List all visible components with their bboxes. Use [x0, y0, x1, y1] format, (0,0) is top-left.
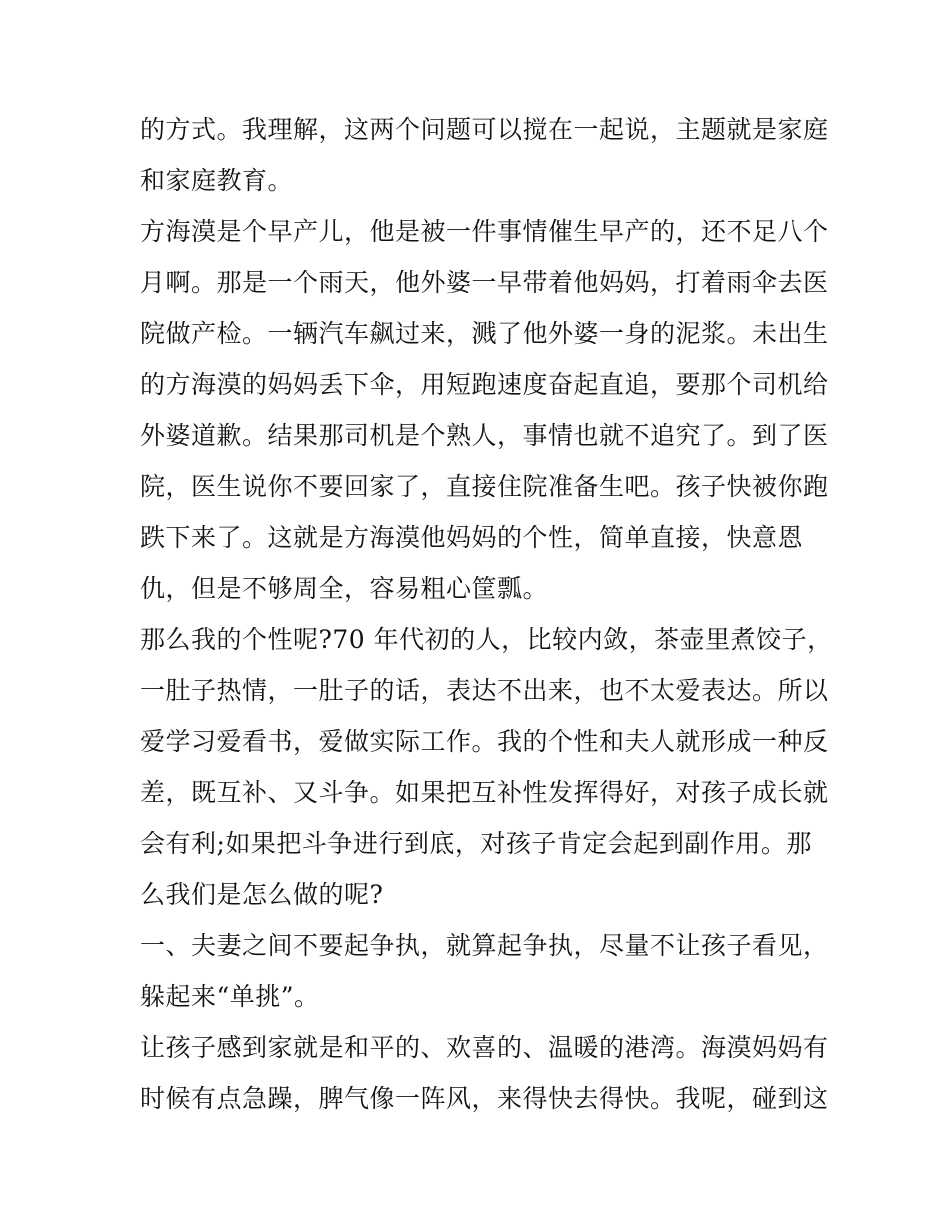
body-text [140, 104, 833, 1124]
text-line: 那么我的个性呢?70 年代初的人，比较内敛，茶壶里煮饺子， [140, 625, 833, 654]
text-line: 会有利;如果把斗争进行到底，对孩子肯定会起到副作用。那 [140, 829, 812, 858]
text-line: 仇，但是不够周全，容易粗心筐瓢。 [140, 574, 549, 603]
text-line: 一肚子热情，一肚子的话，表达不出来，也不太爱表达。所以 [140, 676, 829, 705]
text-line: 么我们是怎么做的呢? [140, 880, 384, 909]
text-line: 方海漠是个早产儿，他是被一件事情催生早产的，还不足八个 [140, 217, 829, 246]
text-line: 的方海漠的妈妈丢下伞，用短跑速度奋起直追，要那个司机给 [140, 370, 829, 399]
text-line: 跌下来了。这就是方海漠他妈妈的个性，简单直接，快意恩 [140, 523, 804, 552]
text-line: 差，既互补、又斗争。如果把互补性发挥得好，对孩子成长就 [140, 778, 829, 807]
text-line: 月啊。那是一个雨天，他外婆一早带着他妈妈，打着雨伞去医 [140, 268, 829, 297]
text-line: 的方式。我理解，这两个问题可以搅在一起说，主题就是家庭 [140, 115, 829, 144]
text-line: 一、夫妻之间不要起争执，就算起争执，尽量不让孩子看见， [140, 931, 829, 960]
text-line: 外婆道歉。结果那司机是个熟人，事情也就不追究了。到了医 [140, 421, 829, 450]
text-line: 院做产检。一辆汽车飙过来，溅了他外婆一身的泥浆。未出生 [140, 319, 829, 348]
text-line: 和家庭教育。 [140, 166, 294, 195]
text-line: 躲起来“单挑”。 [140, 982, 320, 1011]
text-line: 让孩子感到家就是和平的、欢喜的、温暖的港湾。海漠妈妈有 [140, 1033, 829, 1062]
text-line: 爱学习爱看书，爱做实际工作。我的个性和夫人就形成一种反 [140, 727, 829, 756]
text-line: 院，医生说你不要回家了，直接住院准备生吧。孩子快被你跑 [140, 472, 829, 501]
text-line: 时候有点急躁，脾气像一阵风，来得快去得快。我呢，碰到这 [140, 1084, 829, 1113]
